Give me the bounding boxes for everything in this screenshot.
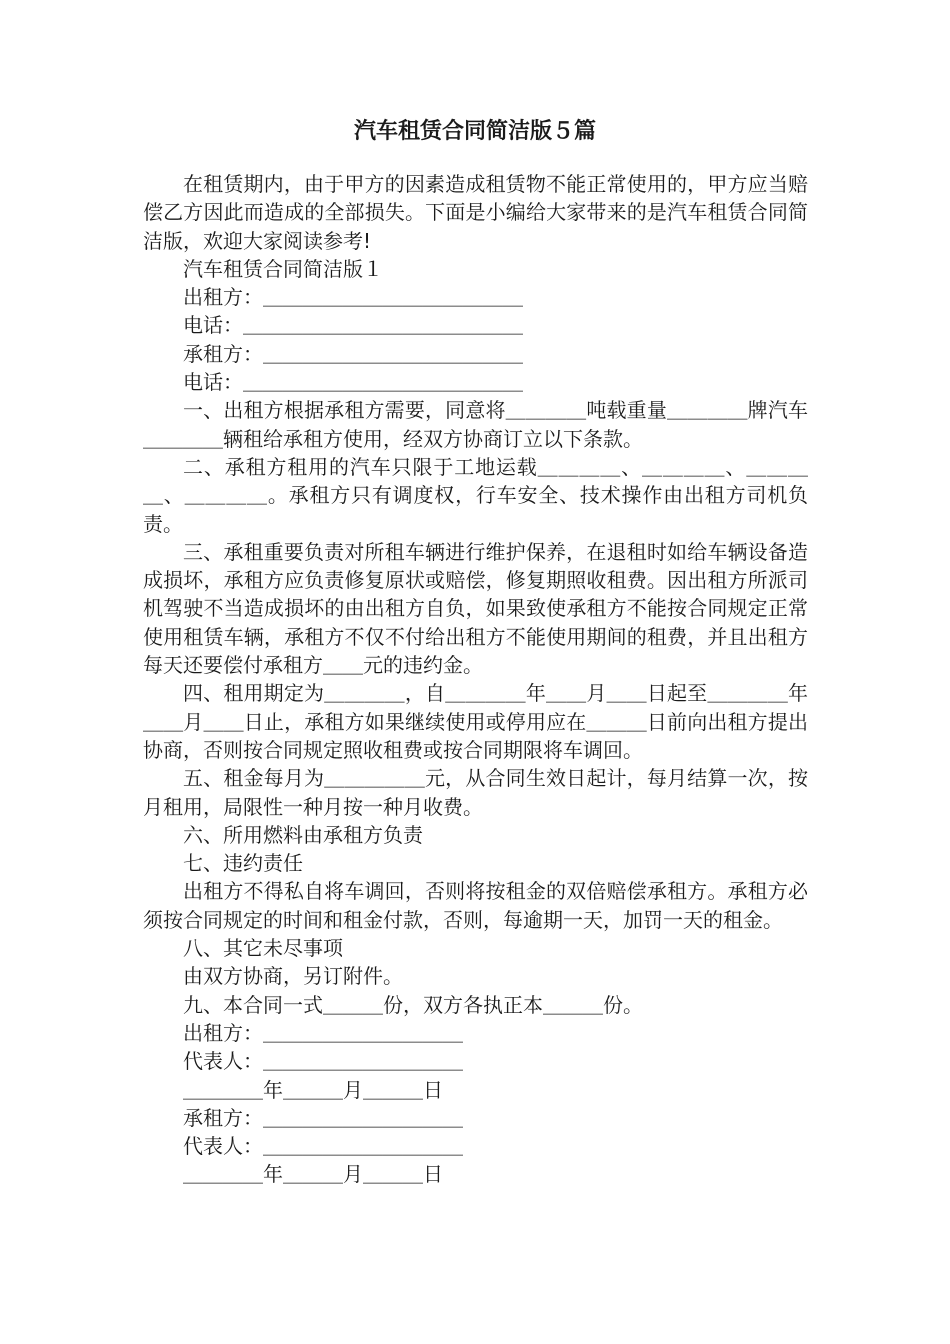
clause-5: 五、租金每月为＿＿＿＿＿元，从合同生效日起计，每月结算一次，按月租用，局限性一种月按一种月收费。 (143, 766, 808, 819)
clause-8-text: 由双方协商，另订附件。 (183, 964, 403, 989)
clause-9: 九、本合同一式＿＿＿份，双方各执正本＿＿＿份。 (183, 992, 643, 1017)
signature-lessor-date: ＿＿＿＿年＿＿＿月＿＿＿日 (183, 1077, 443, 1102)
clause-4: 四、租用期定为＿＿＿＿，自＿＿＿＿年＿＿月＿＿日起至＿＿＿＿年＿＿月＿＿日止，承租方如果继续使用或停用应在＿＿＿日前向出租方提出协商，否则按合同规定照收租费或按合同期限将车调回。 (143, 681, 808, 762)
clause-6: 六、所用燃料由承租方负责 (183, 822, 423, 847)
signature-lessee-date: ＿＿＿＿年＿＿＿月＿＿＿日 (183, 1162, 443, 1187)
clause-7-heading: 七、违约责任 (183, 851, 303, 876)
document-title: 汽车租赁合同简洁版５篇 (353, 119, 596, 144)
document-body (143, 170, 808, 1189)
clause-1: 一、出租方根据承租方需要，同意将＿＿＿＿吨载重量＿＿＿＿牌汽车＿＿＿＿辆租给承租方使用，经双方协商订立以下条款。 (143, 398, 808, 451)
lessee-phone-field: 电话：＿＿＿＿＿＿＿＿＿＿＿＿＿＿ (183, 370, 523, 395)
lessor-phone-field: 电话：＿＿＿＿＿＿＿＿＿＿＿＿＿＿ (183, 313, 523, 338)
clause-2: 二、承租方租用的汽车只限于工地运载＿＿＿＿、＿＿＿＿、＿＿＿＿、＿＿＿＿。承租方只有调度权，行车安全、技术操作由出租方司机负责。 (143, 454, 808, 536)
clause-7-text: 出租方不得私自将车调回，否则将按租金的双倍赔偿承租方。承租方必须按合同规定的时间和租金付款，否则，每逾期一天，加罚一天的租金。 (143, 879, 808, 932)
lessor-field: 出租方：＿＿＿＿＿＿＿＿＿＿＿＿＿ (183, 285, 523, 310)
signature-lessor-rep: 代表人：＿＿＿＿＿＿＿＿＿＿ (183, 1049, 463, 1074)
lessee-field: 承租方：＿＿＿＿＿＿＿＿＿＿＿＿＿ (183, 341, 523, 366)
signature-lessee: 承租方：＿＿＿＿＿＿＿＿＿＿ (183, 1105, 463, 1130)
clause-3: 三、承租重要负责对所租车辆进行维护保养，在退租时如给车辆设备造成损坏，承租方应负责修复原状或赔偿，修复期照收租费。因出租方所派司机驾驶不当造成损坏的由出租方自负，如果致使承租方不能按合同规定正常使用租赁车辆，承租方不仅不付给出租方不能使用期间的租费，并且出租方每天还要偿付承租方＿＿元的违约金。 (143, 539, 808, 678)
signature-lessee-rep: 代表人：＿＿＿＿＿＿＿＿＿＿ (183, 1134, 463, 1159)
intro-paragraph: 在租赁期内，由于甲方的因素造成租赁物不能正常使用的，甲方应当赔偿乙方因此而造成的全部损失。下面是小编给大家带来的是汽车租赁合同简洁版，欢迎大家阅读参考! (143, 172, 808, 253)
section-heading-1: 汽车租赁合同简洁版１ (183, 256, 383, 281)
signature-lessor: 出租方：＿＿＿＿＿＿＿＿＿＿ (183, 1020, 463, 1045)
clause-8-heading: 八、其它未尽事项 (183, 936, 343, 961)
